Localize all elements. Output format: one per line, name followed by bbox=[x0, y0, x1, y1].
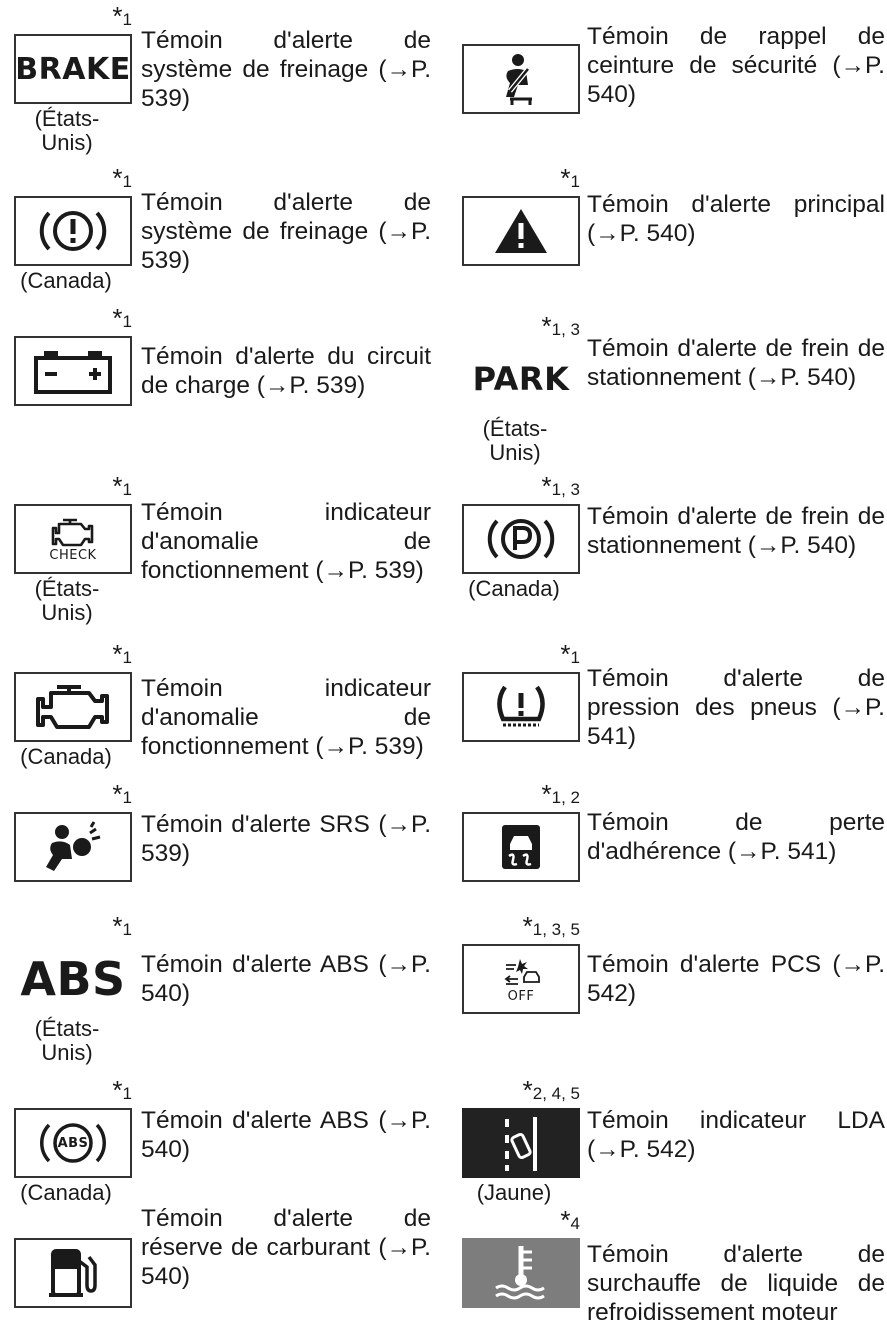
battery-icon bbox=[14, 336, 132, 406]
entry-description: Témoin d'alerte du circuit de charge (→P. 539) bbox=[141, 343, 431, 399]
entry-parking-usa bbox=[448, 311, 887, 474]
entry-description: Témoin d'alerte de surchauffe de liquide de refroidissement moteur bbox=[587, 1241, 885, 1326]
footnote-ref: *1 bbox=[560, 639, 580, 669]
entry-seatbelt bbox=[448, 4, 887, 144]
region-label: (États-Unis) bbox=[34, 106, 100, 155]
brake-circle-icon bbox=[14, 196, 132, 266]
coolant-temp-icon bbox=[462, 1238, 580, 1308]
entry-description: Témoin d'alerte principal (→P. 540) bbox=[587, 191, 885, 247]
entry-abs-usa bbox=[0, 911, 440, 1074]
entry-description: Témoin d'alerte ABS (→P. 540) bbox=[141, 1107, 431, 1163]
entry-fuel bbox=[0, 1192, 440, 1309]
entry-parking-canada bbox=[448, 471, 887, 634]
footnote-ref: *1 bbox=[112, 303, 132, 333]
abs-label: ABS bbox=[20, 952, 126, 1006]
entry-coolant bbox=[448, 1205, 887, 1326]
park-text-icon bbox=[462, 344, 580, 414]
pcs-off-label: OFF bbox=[507, 988, 535, 1004]
entry-srs bbox=[0, 779, 440, 902]
check-label: CHECK bbox=[49, 547, 97, 563]
footnote-ref: *1 bbox=[112, 1075, 132, 1105]
slip-indicator-icon bbox=[462, 812, 580, 882]
region-label: (États-Unis) bbox=[34, 576, 100, 625]
abs-text-icon bbox=[14, 944, 132, 1014]
entry-slip bbox=[448, 779, 887, 902]
footnote-ref: *1 bbox=[112, 1, 132, 31]
entry-description: Témoin indicateur LDA (→P. 542) bbox=[587, 1107, 885, 1163]
footnote-ref: *1 bbox=[112, 639, 132, 669]
entry-charging bbox=[0, 303, 440, 426]
footnote-ref: *1 bbox=[112, 163, 132, 193]
parking-circle-icon bbox=[462, 504, 580, 574]
seatbelt-icon bbox=[462, 44, 580, 114]
entry-description: Témoin d'alerte de frein de stationnement (→P. 540) bbox=[587, 503, 885, 559]
entry-malfunction-canada bbox=[0, 639, 440, 770]
entry-description: Témoin d'alerte de réserve de carburant (→P. 540) bbox=[141, 1205, 431, 1290]
region-label: (Canada) bbox=[20, 268, 112, 293]
footnote-ref: *1 bbox=[560, 163, 580, 193]
abs-circle-icon bbox=[14, 1108, 132, 1178]
footnote-ref: *1 bbox=[112, 779, 132, 809]
entry-pcs bbox=[448, 911, 887, 1044]
entry-tire-pressure bbox=[448, 639, 887, 770]
entry-description: Témoin d'alerte SRS (→P. 539) bbox=[141, 811, 431, 867]
footnote-ref: *1 bbox=[112, 471, 132, 501]
entry-description: Témoin indicateur d'anomalie de fonctionnement (→P. 539) bbox=[141, 499, 431, 584]
entry-description: Témoin d'alerte de système de freinage (→P. 539) bbox=[141, 189, 431, 274]
footnote-ref: *1, 3, 5 bbox=[522, 911, 580, 941]
abs-circle-label: ABS bbox=[57, 1135, 89, 1151]
park-label: PARK bbox=[472, 360, 570, 398]
fuel-icon bbox=[14, 1238, 132, 1308]
entry-malfunction-usa bbox=[0, 471, 440, 634]
region-label: (Canada) bbox=[20, 744, 112, 769]
entry-brake-canada bbox=[0, 163, 440, 293]
entry-description: Témoin d'alerte ABS (→P. 540) bbox=[141, 951, 431, 1007]
region-label: (Canada) bbox=[20, 1180, 112, 1205]
brake-text-icon bbox=[14, 34, 132, 104]
entry-description: Témoin d'alerte de pression des pneus (→P. 541) bbox=[587, 665, 885, 750]
region-label: (États-Unis) bbox=[34, 1016, 100, 1065]
entry-description: Témoin indicateur d'anomalie de fonctionnement (→P. 539) bbox=[141, 675, 431, 760]
entry-description: Témoin de perte d'adhérence (→P. 541) bbox=[587, 809, 885, 865]
tire-pressure-icon bbox=[462, 672, 580, 742]
entry-brake-usa bbox=[0, 1, 440, 159]
region-label: (États-Unis) bbox=[482, 416, 548, 465]
region-label: (Canada) bbox=[468, 576, 560, 601]
footnote-ref: *1, 2 bbox=[541, 779, 580, 809]
entry-description: Témoin d'alerte PCS (→P. 542) bbox=[587, 951, 885, 1007]
footnote-ref: *1, 3 bbox=[541, 471, 580, 501]
entry-abs-canada bbox=[0, 1075, 440, 1205]
brake-label: BRAKE bbox=[15, 51, 131, 87]
lda-icon bbox=[462, 1108, 580, 1178]
entry-master-warning bbox=[448, 163, 887, 291]
airbag-icon bbox=[14, 812, 132, 882]
entry-description: Témoin de rappel de ceinture de sécurité (→P. 540) bbox=[587, 23, 885, 108]
footnote-ref: *2, 4, 5 bbox=[522, 1075, 580, 1105]
engine-icon bbox=[14, 672, 132, 742]
region-label: (Jaune) bbox=[476, 1180, 552, 1205]
footnote-ref: *4 bbox=[560, 1205, 580, 1235]
pcs-icon bbox=[462, 944, 580, 1014]
check-engine-icon bbox=[14, 504, 132, 574]
entry-description: Témoin d'alerte de système de freinage (→P. 539) bbox=[141, 27, 431, 112]
master-warning-icon bbox=[462, 196, 580, 266]
entry-lda bbox=[448, 1075, 887, 1205]
entry-description: Témoin d'alerte de frein de stationnement (→P. 540) bbox=[587, 335, 885, 391]
footnote-ref: *1 bbox=[112, 911, 132, 941]
footnote-ref: *1, 3 bbox=[541, 311, 580, 341]
